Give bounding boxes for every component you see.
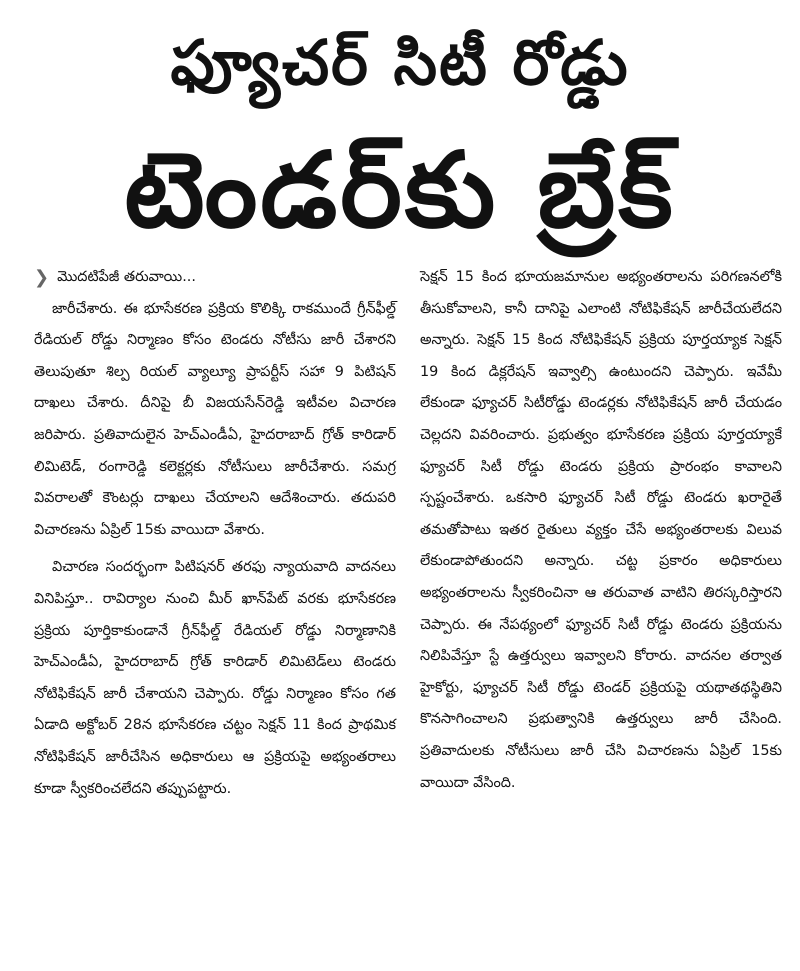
headline-line-2: టెండర్‌కు బ్రేక్ [124, 129, 676, 251]
right-column [420, 262, 782, 799]
right-paragraph-1: సెక్షన్ 15 కింద భూయజమానుల అభ్యంతరాలను పరిగణనలోకి తీసుకోవాలని, కానీ దానిపై ఎలాంటి నోటిఫికేషన్ జారీచేయలేదని అన్నారు. సెక్షన్ 15 కింద నోటిఫికేషన్ ప్రక్రియ పూర్తయ్యాక సెక్షన్ 19 కింద డిక్లరేషన్ ఇవ్వాల్సి ఉంటుందని చెప్పారు. ఇవేమీ లేకుండా ఫ్యూచర్ సిటీరోడ్డు టెండర్లకు నోటిఫికేషన్ జారీ చేయడం చెల్లదని వివరించారు. ప్రభుత్వం భూసేకరణ ప్రక్రియ పూర్తయ్యాకే ఫ్యూచర్ సిటీ రోడ్డు టెండరు ప్రక్రియ ప్రారంభం కావాలని స్పష్టంచేశారు. ఒకసారి ఫ్యూచర్ సిటీ రోడ్డు టెండరు ఖరారైతే తమతోపాటు ఇతర రైతులు వ్యక్తం చేసే అభ్యంతరాలకు విలువ లేకుండాపోతుందని అన్నారు. చట్ట ప్రకారం అధికారులు అభ్యంతరాలను స్వీకరించినా ఆ తరువాత వాటిని తిరస్కరిస్తారని చెప్పారు. ఈ నేపథ్యంలో ఫ్యూచర్ సిటీ రోడ్డు టెండరు ప్రక్రియను నిలిపివేస్తూ స్టే ఉత్తర్వులు ఇవ్వాలని కోరారు. వాదనల తర్వాత హైకోర్టు, ఫ్యూచర్ సిటీ రోడ్డు టెండర్ ప్రక్రియపై యథాతథస్థితిని కొనసాగించాలని ప్రభుత్వానికి ఉత్తర్వులు జారీ చేసింది. ప్రతివాదులకు నోటీసులు జారీ చేసి విచారణను ఏప్రిల్ 15కు వాయిదా వేసింది. [420, 269, 782, 791]
chevron-right-icon: ❯ [34, 267, 50, 289]
left-paragraph-1: జారీచేశారు. ఈ భూసేకరణ ప్రక్రియ కొలిక్కి రాకముందే గ్రీన్‌ఫీల్డ్ రేడియల్ రోడ్డు నిర్మాణం కోసం టెండరు నోటీసు జారీ చేశారని తెలుపుతూ శిల్ప రియల్ వ్యాల్యూ ప్రాపర్టీస్ సహా 9 పిటిషన్ దాఖలు చేశారు. దీనిపై బీ విజయసేన్‌రెడ్డి ఇటీవల విచారణ జరిపారు. ప్రతివాదులైన హెచ్‌ఎండీఏ, హైదరాబాద్ గ్రోత్ కారిడార్ లిమిటెడ్, రంగారెడ్డి కలెక్టర్లకు నోటీసులు జారీచేశారు. సమగ్ర వివరాలతో కౌంటర్లు దాఖలు చేయాలని ఆదేశించారు. తదుపరి విచారణను ఏప్రిల్ 15కు వాయిదా వేశారు. [34, 300, 396, 538]
left-paragraph-2: విచారణ సందర్భంగా పిటిషనర్ తరఫు న్యాయవాది వాదనలు వినిపిస్తూ.. రావిర్యాల నుంచి మీర్ ఖాన్‌పేట్ వరకు భూసేకరణ ప్రక్రియ పూర్తికాకుండానే గ్రీన్‌ఫీల్డ్ రేడియల్ రోడ్డు నిర్మాణానికి హెచ్‌ఎండీఏ, హైదరాబాద్ గ్రోత్ కారిడార్ లిమిటెడ్‌లు టెండరు నోటిఫికేషన్ జారీ చేశాయని చెప్పారు. రోడ్డు నిర్మాణం కోసం గత ఏడాది అక్టోబర్ 28న భూసేకరణ చట్టం సెక్షన్ 11 కింద ప్రాథమిక నోటిఫికేషన్ జారీచేసిన అధికారులు ఆ ప్రక్రియపై అభ్యంతరాలు కూడా స్వీకరించలేదని తప్పుపట్టారు. [34, 559, 396, 797]
headline-line-1: ఫ్యూచర్ సిటీ రోడ్డు [170, 26, 630, 99]
left-column [34, 262, 396, 805]
kicker-text: మొదటిపేజీ తరువాయి... [57, 269, 196, 285]
continuation-kicker [34, 262, 396, 294]
